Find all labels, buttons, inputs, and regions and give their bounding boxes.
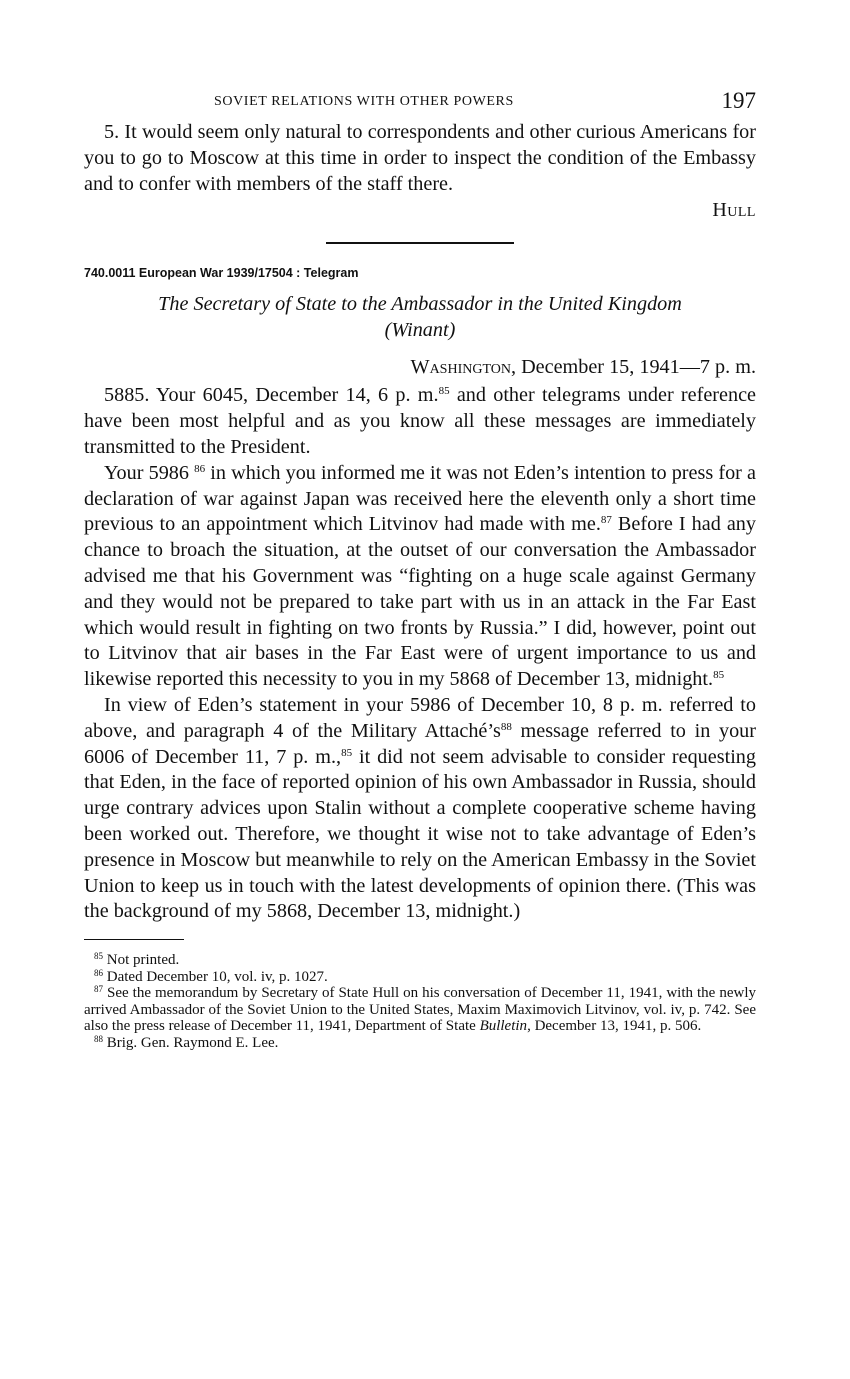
previous-document-paragraph: 5. It would seem only natural to correspondents and other curious Americans for you to go to Moscow at this time in order to inspect the condition of the Embassy and to confer with members of the staff there.	[84, 121, 756, 195]
text-run: Your 5986	[104, 461, 195, 484]
footnote	[84, 1035, 756, 1052]
footnote-ref[interactable]: 85	[713, 669, 725, 682]
text-run: message referred to in your 6006 of December 11, 7 p. m.,	[84, 719, 756, 768]
text-run: and other telegrams under reference have been most helpful and as you know all these messages are immediately transmitted to the President.	[84, 384, 756, 458]
document-title-line: (Winant)	[384, 318, 456, 341]
footnote	[84, 985, 756, 1035]
footnote-ref[interactable]: 88	[500, 720, 512, 733]
signature: Hull	[712, 199, 756, 222]
document-page	[84, 88, 756, 1051]
section-divider	[326, 242, 514, 244]
footnote-number: 87	[94, 984, 103, 995]
footnote-ref[interactable]: 85	[438, 385, 450, 398]
page-number: 197	[721, 88, 756, 113]
document-title	[84, 292, 756, 343]
footnote-number: 86	[94, 967, 103, 978]
footnote-ref[interactable]: 87	[600, 514, 612, 527]
text-run: it did not seem advisable to consider requesting that Eden, in the face of reported opinion of his own Ambassador in Russia, should urge contrary advices upon Stalin without a complete cooperative scheme having been worked out. Therefore, we thought it wise not to take advantage of Eden’s presence in Moscow but meanwhile to rely on the American Embassy in the Soviet Union to keep us in touch with the latest developments of opinion there. (This was the background of my 5868, December 13, midnight.)	[84, 745, 756, 923]
footnote-text: See the memorandum by Secretary of State Hull on his conversation of December 11, 1941, with the newly arrived Ambassador of the Soviet Union to the United States, Maxim Maximovich Litvinov, vol. iv, p. 742. See also the press release of December 11, 1941, Department of State	[84, 985, 757, 1035]
file-reference: 740.0011 European War 1939/17504 : Telegram	[84, 266, 359, 281]
footnote-divider	[84, 939, 184, 940]
footnote-text: Dated December 10, vol. iv, p. 1027.	[106, 968, 328, 985]
dateline-date: , December 15, 1941—7 p. m.	[510, 356, 756, 379]
body-paragraph	[84, 461, 756, 693]
body-paragraph	[84, 383, 756, 460]
footnote-number: 85	[94, 951, 103, 962]
footnote	[84, 969, 756, 986]
text-run: 5885. Your 6045, December 14, 6 p. m.	[104, 384, 439, 407]
publication-title: Bulletin	[479, 1018, 528, 1035]
footnote-ref[interactable]: 85	[341, 746, 353, 759]
body-paragraph	[84, 693, 756, 925]
footnote-text: Not printed.	[106, 952, 180, 969]
text-run: Before I had any chance to broach the situation, at the outset of our conversation the Ambassador advised me that his Government was “fighting on a huge scale against Germany and they would not be prepared to take part with us in an attack in the Far East which would result in fighting on two fronts by Russia.” I did, however, point out to Litvinov that air bases in the Far East were of urgent importance to us and likewise reported this necessity to you in my 5868 of December 13, midnight.	[84, 513, 756, 691]
dateline	[84, 356, 756, 379]
footnote-ref[interactable]: 86	[194, 462, 206, 475]
running-title: SOVIET RELATIONS WITH OTHER POWERS	[214, 94, 514, 109]
footnote-text: Brig. Gen. Raymond E. Lee.	[106, 1034, 279, 1051]
footnote-text: , December 13, 1941, p. 506.	[527, 1018, 702, 1035]
document-title-line: The Secretary of State to the Ambassador in the United Kingdom	[158, 293, 682, 316]
footnote	[84, 952, 756, 969]
text-run: in which you informed me it was not Eden’s intention to press for a declaration of war against Japan was received here the eleventh only a short time previous to an appointment which Litvinov had made with me.	[84, 461, 756, 536]
text-run: In view of Eden’s statement in your 5986 of December 10, 8 p. m. referred to above, and paragraph 4 of the Military Attaché’s	[84, 693, 756, 742]
running-header	[84, 88, 756, 120]
dateline-place: Washington	[410, 356, 511, 379]
footnote-number: 88	[94, 1033, 103, 1044]
footnotes	[84, 952, 756, 1051]
